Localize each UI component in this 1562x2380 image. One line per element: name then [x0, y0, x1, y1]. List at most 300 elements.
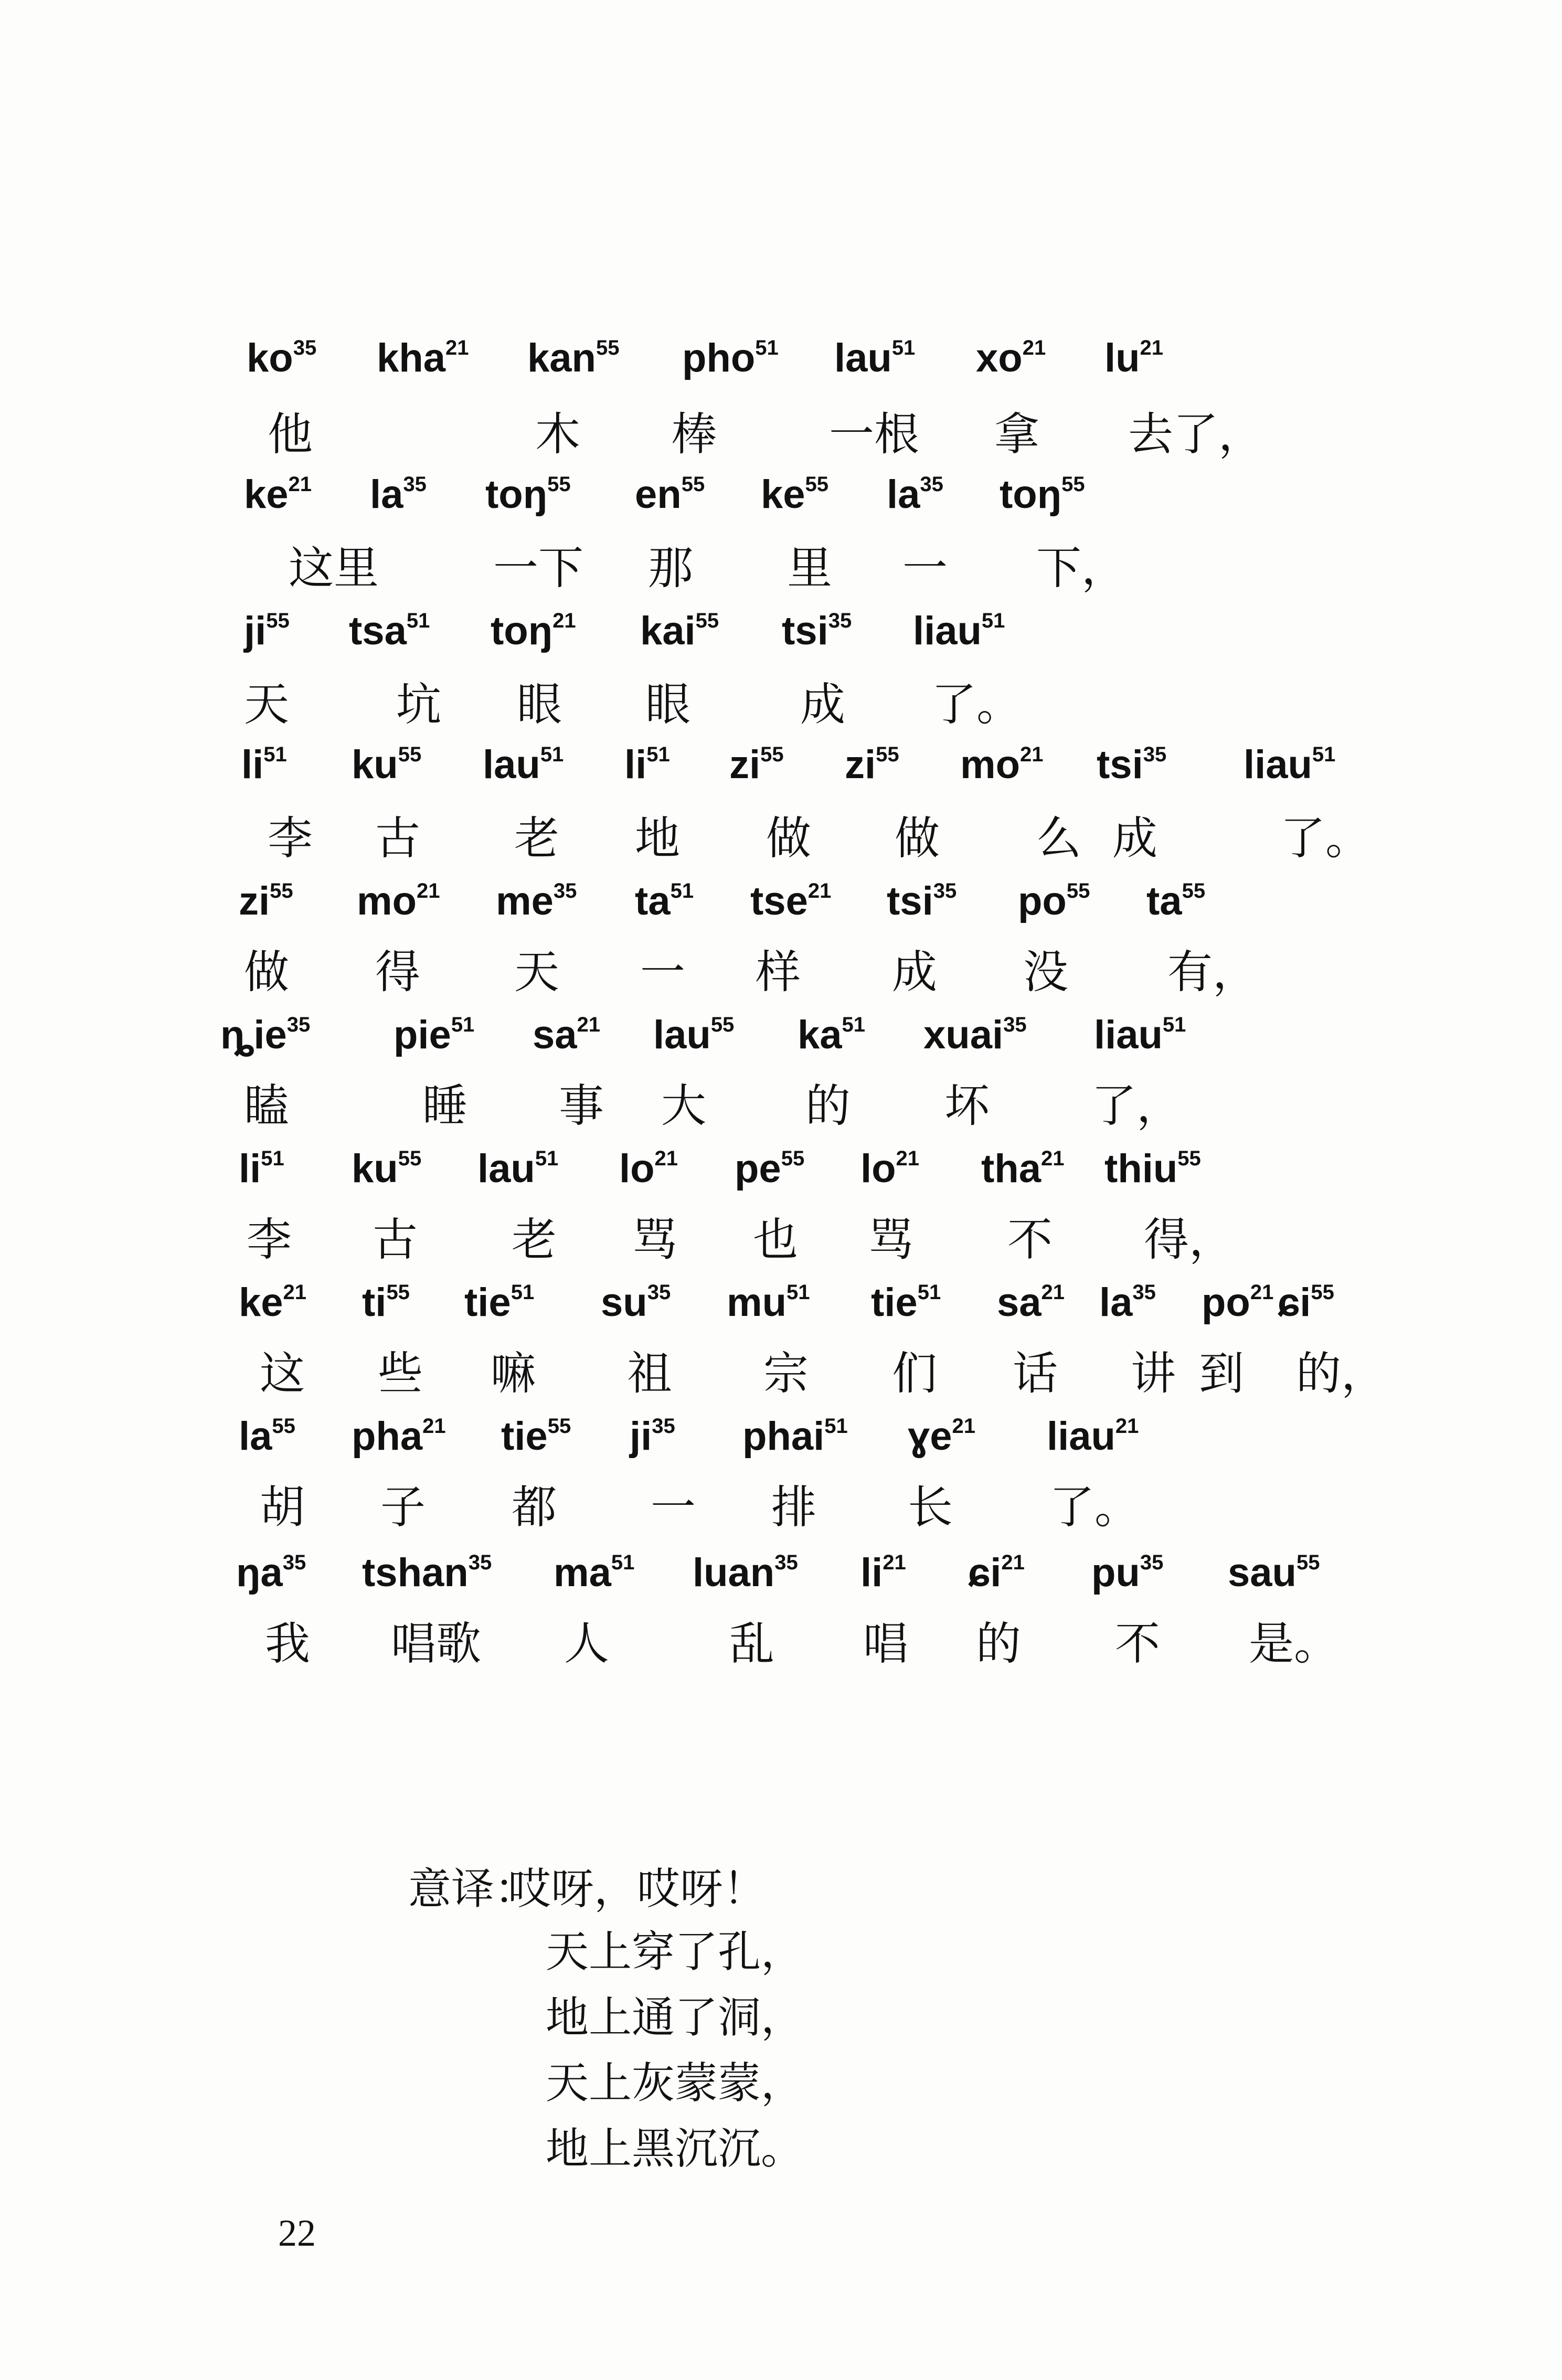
syllable: [239, 1414, 295, 1459]
syllable-text: ŋa: [236, 1550, 283, 1595]
gloss-word: 老: [514, 812, 559, 865]
tone-number: 21: [952, 1414, 976, 1438]
syllable: [1104, 1146, 1201, 1191]
gloss-word: 话: [1013, 1347, 1058, 1400]
syllable: [735, 1146, 805, 1191]
syllable: [727, 1280, 810, 1325]
gloss-word: 了。: [1280, 812, 1370, 865]
tone-number: 55: [398, 1146, 422, 1170]
syllable-text: ke: [239, 1280, 283, 1325]
tone-number: 21: [1115, 1414, 1139, 1438]
syllable: [362, 1280, 410, 1325]
gloss-word: 不: [1115, 1618, 1160, 1670]
gloss-word: 胡: [260, 1481, 305, 1534]
tone-number: 55: [760, 742, 784, 766]
syllable-text: lau: [483, 742, 540, 787]
syllable-text: tie: [501, 1414, 548, 1459]
syllable-text: toŋ: [491, 609, 553, 653]
syllable-text: xo: [976, 336, 1023, 380]
gloss-word: 的: [976, 1618, 1021, 1670]
tone-number: 35: [553, 879, 577, 902]
tone-number: 55: [1296, 1550, 1320, 1574]
translation-label: 意译：: [408, 1864, 538, 1914]
syllable-text: liau: [1244, 742, 1312, 787]
syllable-text: tsi: [887, 879, 933, 923]
gloss-word: 些: [378, 1347, 423, 1400]
tone-number: 51: [1312, 742, 1336, 766]
syllable: [533, 1015, 600, 1055]
gloss-word: 讲: [1131, 1347, 1176, 1400]
gloss-word: 骂: [868, 1214, 913, 1266]
gloss-word: 古: [373, 1214, 418, 1266]
syllable-text: ji: [244, 609, 267, 653]
syllable: [239, 1280, 307, 1325]
syllable-text: tsi: [782, 609, 828, 653]
gloss-word: 宗: [763, 1347, 809, 1400]
syllable-text: li: [239, 1146, 261, 1191]
syllable-text: ma: [554, 1550, 611, 1595]
gloss-word: 去了，: [1128, 408, 1263, 461]
tone-number: 21: [552, 609, 576, 632]
tone-number: 35: [647, 1280, 671, 1304]
syllable: [653, 1015, 734, 1055]
gloss-word: 眼: [645, 678, 690, 731]
syllable-text: lau: [653, 1013, 711, 1057]
gloss-word: 睡: [422, 1080, 467, 1132]
tone-number: 21: [1041, 1146, 1065, 1170]
syllable: [1244, 742, 1336, 787]
syllable: [1094, 1015, 1186, 1055]
syllable-text: la: [1099, 1280, 1133, 1325]
syllable: [1091, 1550, 1164, 1595]
syllable-text: luan: [693, 1550, 775, 1595]
syllable: [370, 472, 427, 517]
syllable-text: sau: [1228, 1550, 1297, 1595]
syllable: [1278, 1280, 1334, 1325]
syllable: [464, 1280, 535, 1325]
syllable-text: zi: [845, 742, 876, 787]
gloss-word: 事: [559, 1080, 604, 1132]
syllable: [241, 742, 287, 787]
gloss-word: 一: [651, 1481, 696, 1534]
syllable-text: ti: [362, 1280, 387, 1325]
gloss-word: 这: [260, 1347, 305, 1400]
syllable: [239, 1146, 284, 1191]
tone-number: 51: [670, 879, 694, 902]
syllable-text: ta: [1146, 879, 1182, 923]
tone-number: 21: [288, 472, 312, 496]
syllable-text: ku: [352, 1146, 398, 1191]
syllable-text: pe: [735, 1146, 781, 1191]
chinese-gloss-line: [0, 1618, 1562, 1705]
romanization-line: [0, 338, 1562, 422]
syllable-text: mo: [357, 879, 417, 923]
tone-number: 55: [681, 472, 705, 496]
syllable-text: ke: [244, 472, 289, 517]
syllable: [968, 1550, 1025, 1595]
syllable-text: pu: [1091, 1550, 1140, 1595]
tone-number: 35: [652, 1414, 675, 1438]
syllable-text: tie: [871, 1280, 918, 1325]
gloss-word: 一: [640, 946, 685, 998]
syllable-text: ȵie: [220, 1013, 287, 1057]
tone-number: 21: [807, 879, 832, 902]
tone-number: 55: [1182, 879, 1206, 902]
gloss-word: 祖: [627, 1347, 672, 1400]
syllable-text: kha: [377, 336, 445, 380]
tone-number: 21: [283, 1280, 307, 1304]
syllable: [913, 611, 1005, 651]
tone-number: 21: [1250, 1280, 1274, 1304]
syllable-text: su: [601, 1280, 647, 1325]
tone-number: 55: [596, 336, 620, 359]
tone-number: 51: [891, 336, 916, 359]
syllable: [352, 1414, 446, 1459]
gloss-word: 没: [1023, 946, 1068, 998]
gloss-word: 那: [648, 542, 693, 594]
tone-number: 35: [920, 472, 943, 496]
gloss-word: 么: [1036, 812, 1081, 865]
syllable: [887, 881, 957, 921]
gloss-word: 瞌: [244, 1080, 289, 1132]
syllable: [682, 338, 779, 378]
gloss-word: 排: [771, 1481, 816, 1534]
tone-number: 21: [1001, 1550, 1025, 1574]
syllable: [619, 1146, 678, 1191]
gloss-word: 成: [800, 678, 845, 731]
syllable-text: pho: [682, 336, 756, 380]
tone-number: 21: [1022, 336, 1046, 359]
syllable-text: pie: [394, 1013, 451, 1057]
syllable-text: sa: [533, 1013, 577, 1057]
syllable: [834, 338, 915, 378]
tone-number: 21: [422, 1414, 446, 1438]
tone-number: 51: [755, 336, 779, 359]
tone-number: 55: [547, 1414, 571, 1438]
gloss-word: 得: [375, 946, 420, 998]
tone-number: 51: [787, 1280, 810, 1304]
tone-number: 51: [842, 1013, 866, 1036]
syllable: [1097, 742, 1167, 787]
syllable-text: ku: [352, 742, 398, 787]
syllable: [496, 881, 577, 921]
syllable-text: kan: [527, 336, 596, 380]
syllable-text: la: [370, 472, 403, 517]
tone-number: 35: [1132, 1280, 1156, 1304]
tone-number: 35: [286, 1013, 311, 1036]
gloss-word: 是。: [1249, 1618, 1339, 1670]
syllable-text: tsa: [349, 609, 407, 653]
tone-number: 51: [540, 742, 564, 766]
syllable: [845, 742, 899, 787]
syllable-text: tie: [464, 1280, 511, 1325]
gloss-word: 成: [892, 946, 937, 998]
tone-number: 35: [828, 609, 852, 632]
syllable-text: phai: [742, 1414, 825, 1459]
syllable-text: sa: [997, 1280, 1042, 1325]
syllable: [693, 1550, 798, 1595]
syllable: [601, 1280, 671, 1325]
gloss-word: 地: [635, 812, 680, 865]
syllable: [782, 611, 852, 651]
syllable-text: tha: [981, 1146, 1041, 1191]
tone-number: 55: [1066, 879, 1090, 902]
gloss-word: 人: [564, 1618, 609, 1670]
tone-number: 21: [1041, 1280, 1065, 1304]
gloss-word: 一: [902, 542, 948, 594]
tone-number: 51: [261, 1146, 284, 1170]
translation-line: 天上穿了孔，: [546, 1927, 804, 1977]
syllable: [477, 1146, 559, 1191]
tone-number: 55: [1311, 1280, 1334, 1304]
gloss-word: 的: [805, 1080, 851, 1132]
syllable: [1146, 881, 1205, 921]
tone-number: 35: [282, 1550, 306, 1574]
syllable: [635, 472, 705, 517]
syllable-text: liau: [913, 609, 982, 653]
syllable-text: tshan: [362, 1550, 469, 1595]
gloss-word: 坑: [396, 678, 441, 731]
syllable: [362, 1550, 492, 1595]
gloss-word: 骂: [632, 1214, 677, 1266]
tone-number: 35: [1003, 1013, 1027, 1036]
syllable-text: la: [887, 472, 920, 517]
gloss-word: 老: [512, 1214, 557, 1266]
gloss-word: 下，: [1036, 542, 1127, 594]
tone-number: 21: [883, 1550, 906, 1574]
syllable: [742, 1414, 848, 1459]
gloss-word: 我: [265, 1618, 310, 1670]
syllable: [750, 881, 831, 921]
syllable: [976, 338, 1046, 378]
tone-number: 35: [468, 1550, 492, 1574]
tone-number: 55: [805, 472, 829, 496]
syllable-text: en: [635, 472, 682, 517]
syllable-text: kai: [640, 609, 696, 653]
gloss-word: 天: [244, 678, 289, 731]
syllable: [527, 338, 619, 378]
syllable: [635, 881, 694, 921]
gloss-word: 做: [895, 812, 940, 865]
gloss-word: 一根: [829, 408, 919, 461]
gloss-word: 他: [268, 408, 313, 461]
gloss-word: 了。: [1049, 1481, 1140, 1534]
syllable-text: ke: [761, 472, 805, 517]
gloss-word: 木: [535, 408, 580, 461]
gloss-word: 嘛: [491, 1347, 536, 1400]
syllable: [798, 1015, 865, 1055]
syllable-text: pha: [352, 1414, 423, 1459]
gloss-word: 唱歌: [391, 1618, 481, 1670]
gloss-word: 做: [766, 812, 811, 865]
syllable: [630, 1414, 675, 1459]
syllable: [1000, 472, 1085, 517]
translation-line: 地上黑沉沉。: [546, 2124, 804, 2174]
syllable-text: tsi: [1097, 742, 1143, 787]
tone-number: 55: [266, 609, 290, 632]
syllable: [220, 1015, 310, 1055]
syllable: [923, 1015, 1027, 1055]
syllable: [352, 1146, 422, 1191]
tone-number: 55: [547, 472, 571, 496]
gloss-word: 成: [1112, 812, 1157, 865]
syllable: [871, 1280, 941, 1325]
syllable: [247, 338, 316, 378]
tone-number: 21: [654, 1146, 678, 1170]
tone-number: 51: [263, 742, 287, 766]
syllable-text: mo: [960, 742, 1020, 787]
syllable: [501, 1414, 571, 1459]
gloss-word: 这里: [289, 542, 379, 594]
gloss-word: 拿: [994, 408, 1039, 461]
gloss-word: 到: [1199, 1347, 1244, 1400]
tone-number: 35: [1140, 1550, 1164, 1574]
page-number: 22: [278, 2212, 316, 2254]
gloss-word: 了。: [931, 678, 1022, 731]
tone-number: 51: [824, 1414, 848, 1438]
syllable-text: po: [1202, 1280, 1250, 1325]
tone-number: 21: [1020, 742, 1044, 766]
syllable-text: ka: [798, 1013, 842, 1057]
tone-number: 35: [774, 1550, 798, 1574]
tone-number: 21: [1140, 336, 1164, 359]
tone-number: 51: [646, 742, 670, 766]
gloss-word: 有，: [1167, 946, 1258, 998]
syllable-text: lau: [834, 336, 892, 380]
syllable-text: la: [239, 1414, 272, 1459]
gloss-word: 一下: [493, 542, 583, 594]
syllable: [729, 742, 784, 787]
gloss-word: 里: [787, 542, 832, 594]
syllable: [761, 472, 829, 517]
syllable: [981, 1146, 1065, 1191]
tone-number: 21: [445, 336, 469, 359]
syllable: [860, 1146, 920, 1191]
syllable: [860, 1550, 906, 1595]
tone-number: 55: [398, 742, 422, 766]
gloss-word: 做: [244, 946, 289, 998]
gloss-word: 也: [753, 1214, 798, 1266]
syllable: [357, 881, 440, 921]
syllable: [394, 1015, 474, 1055]
tone-number: 51: [611, 1550, 635, 1574]
syllable-text: li: [241, 742, 264, 787]
tone-number: 35: [293, 336, 317, 359]
tone-number: 55: [1177, 1146, 1201, 1170]
tone-number: 35: [933, 879, 957, 902]
tone-number: 55: [710, 1013, 735, 1036]
syllable-text: liau: [1047, 1414, 1115, 1459]
syllable: [1018, 881, 1090, 921]
tone-number: 55: [270, 879, 293, 902]
tone-number: 51: [406, 609, 430, 632]
syllable-text: lau: [477, 1146, 535, 1191]
tone-number: 35: [403, 472, 427, 496]
tone-number: 51: [511, 1280, 535, 1304]
tone-number: 51: [917, 1280, 941, 1304]
tone-number: 51: [981, 609, 1005, 632]
gloss-word: 坏: [944, 1080, 990, 1132]
gloss-word: 子: [380, 1481, 426, 1534]
gloss-word: 不: [1007, 1214, 1053, 1266]
gloss-word: 们: [892, 1347, 937, 1400]
syllable: [236, 1550, 306, 1595]
syllable: [352, 742, 422, 787]
syllable: [960, 742, 1044, 787]
translation-line: 哎呀，哎呀！: [508, 1864, 767, 1914]
gloss-word: 棒: [672, 408, 717, 461]
syllable-text: lo: [860, 1146, 896, 1191]
syllable: [624, 742, 670, 787]
syllable: [997, 1280, 1065, 1325]
gloss-word: 大: [661, 1080, 706, 1132]
tone-number: 51: [451, 1013, 475, 1036]
syllable-text: toŋ: [485, 472, 548, 517]
syllable: [1228, 1550, 1320, 1595]
gloss-word: 李: [268, 812, 313, 865]
syllable: [908, 1414, 976, 1459]
syllable: [349, 611, 430, 651]
syllable-text: lo: [619, 1146, 655, 1191]
gloss-word: 李: [247, 1214, 292, 1266]
syllable-text: ji: [630, 1414, 652, 1459]
gloss-word: 古: [375, 812, 420, 865]
syllable: [887, 472, 943, 517]
syllable-text: me: [496, 879, 554, 923]
tone-number: 55: [781, 1146, 805, 1170]
syllable: [377, 338, 469, 378]
syllable: [1047, 1414, 1139, 1459]
syllable-text: li: [860, 1550, 883, 1595]
syllable: [239, 881, 293, 921]
tone-number: 35: [1143, 742, 1167, 766]
syllable: [1202, 1280, 1274, 1325]
syllable-text: mu: [727, 1280, 787, 1325]
syllable-text: ɕi: [1278, 1280, 1311, 1325]
syllable-text: ɣe: [908, 1414, 952, 1459]
syllable-text: zi: [239, 879, 270, 923]
syllable: [483, 742, 564, 787]
gloss-word: 了，: [1091, 1080, 1182, 1132]
syllable-text: li: [624, 742, 647, 787]
gloss-word: 的，: [1296, 1347, 1386, 1400]
tone-number: 55: [272, 1414, 295, 1438]
tone-number: 55: [695, 609, 719, 632]
syllable-text: ɕi: [968, 1550, 1002, 1595]
syllable: [244, 611, 290, 651]
tone-number: 21: [417, 879, 440, 902]
tone-number: 21: [896, 1146, 920, 1170]
gloss-word: 天: [514, 946, 559, 998]
syllable-text: ta: [635, 879, 671, 923]
gloss-word: 得，: [1144, 1214, 1234, 1266]
syllable-text: lu: [1104, 336, 1140, 380]
gloss-word: 样: [756, 946, 801, 998]
syllable: [1104, 338, 1163, 378]
syllable-text: po: [1018, 879, 1067, 923]
tone-number: 21: [577, 1013, 601, 1036]
gloss-word: 乱: [729, 1618, 774, 1670]
syllable-text: tse: [750, 879, 808, 923]
translation-line: 地上通了洞，: [546, 1993, 804, 2043]
gloss-word: 长: [908, 1481, 953, 1534]
syllable-text: liau: [1094, 1013, 1163, 1057]
gloss-word: 眼: [517, 678, 562, 731]
tone-number: 55: [876, 742, 899, 766]
syllable: [554, 1550, 635, 1595]
syllable: [244, 472, 312, 517]
syllable: [491, 611, 576, 651]
